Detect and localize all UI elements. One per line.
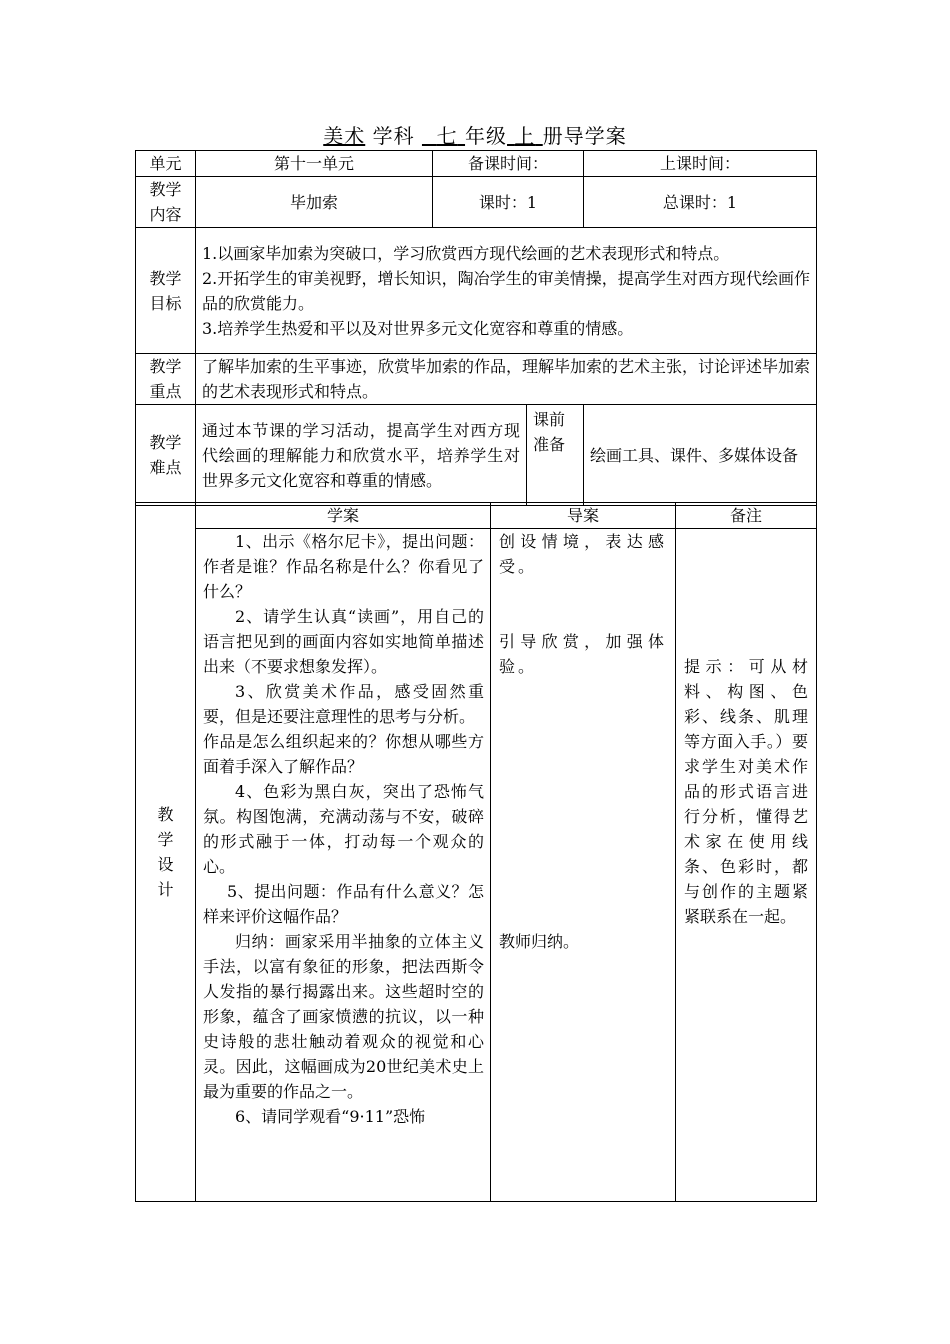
- study-paragraph: 作品是怎么组织起来的？你想从哪些方面着手深入了解作品？: [203, 732, 484, 776]
- goals-list: [196, 228, 817, 354]
- prep-label: 课前准备: [527, 405, 584, 506]
- content-label: 教学内容: [136, 177, 196, 228]
- title-term: 上: [514, 124, 536, 148]
- title-subject: 美术: [323, 124, 366, 148]
- class-time-label: 上课时间：: [584, 151, 817, 177]
- goal-item: 1.以画家毕加索为突破口，学习欣赏西方现代绘画的艺术表现形式和特点。: [202, 243, 730, 263]
- study-paragraph: 3、欣赏美术作品，感受固然重要，但是还要注意理性的思考与分析。: [203, 682, 484, 726]
- goal-item: 2.开拓学生的审美视野，增长知识，陶冶学生的审美情操，提高学生对西方现代绘画作品的欣赏能力。: [202, 268, 811, 313]
- guide-item: 创设情境，表达感受。: [499, 532, 667, 576]
- page-title: [0, 122, 950, 150]
- title-grade-suffix: 年级: [465, 124, 508, 148]
- study-paragraph: 4、色彩为黑白灰，突出了恐怖气氛。构图饱满，充满动荡与不安，破碎的形式融于一体，打动每一个观众的心。: [203, 782, 484, 876]
- title-term-suffix: 册导学案: [542, 124, 627, 148]
- unit-value: 第十一单元: [196, 151, 433, 177]
- study-paragraph: 1、出示《格尔尼卡》，提出问题：作者是谁？作品名称是什么？你看见了什么？: [203, 532, 484, 601]
- header-guide: 导案: [491, 503, 676, 529]
- goals-label: 教学目标: [136, 228, 196, 354]
- design-label: [136, 503, 196, 1202]
- header-study: 学案: [196, 503, 491, 529]
- note-text: 提示：可从材料、构图、色彩、线条、肌理等方面入手。）要求学生对美术作品的形式语言进行分析，懂得艺术家在使用线条、色彩时，都与创作的主题紧紧联系在一起。: [684, 657, 808, 926]
- design-table: [135, 502, 817, 1202]
- period-label: 课时：1: [433, 177, 584, 228]
- prep-text: 绘画工具、课件、多媒体设备: [584, 405, 817, 506]
- goal-item: 3.培养学生热爱和平以及对世界多元文化宽容和尊重的情感。: [202, 318, 634, 338]
- content-value: 毕加索: [196, 177, 433, 228]
- guide-item: 教师归纳。: [499, 932, 580, 951]
- key-points-label: 教学重点: [136, 354, 196, 405]
- unit-label: 单元: [136, 151, 196, 177]
- study-paragraph: 2、请学生认真“读画”，用自己的语言把见到的画面内容如实地简单描述出来（不要求想象发挥）。: [203, 607, 484, 676]
- study-cell: [196, 529, 491, 1202]
- note-cell: [676, 529, 817, 1202]
- title-grade: 七: [436, 124, 458, 148]
- prep-time-label: 备课时间：: [433, 151, 584, 177]
- difficulties-label: 教学难点: [136, 405, 196, 506]
- total-period-label: 总课时：1: [584, 177, 817, 228]
- header-note: 备注: [676, 503, 817, 529]
- key-points-text: 了解毕加索的生平事迹，欣赏毕加索的作品，理解毕加索的艺术主张，讨论评述毕加索的艺术表现形式和特点。: [196, 354, 817, 405]
- guide-cell: [491, 529, 676, 1202]
- study-paragraph: 归纳：画家采用半抽象的立体主义手法，以富有象征的形象，把法西斯令人发指的暴行揭露出来。这些超时空的形象，蕴含了画家愤懑的抗议，以一种史诗般的悲壮触动着观众的视觉和心灵。因此，这幅画成为20世纪美术史上最为重要的作品之一。: [203, 932, 484, 1101]
- study-paragraph: 5、提出问题：作品有什么意义？怎样来评价这幅作品？: [203, 882, 484, 926]
- design-label-text: 教学设计: [157, 805, 174, 899]
- difficulties-text: 通过本节课的学习活动，提高学生对西方现代绘画的理解能力和欣赏水平，培养学生对世界多元文化宽容和尊重的情感。: [196, 405, 527, 506]
- title-subject-suffix: 学科: [372, 124, 415, 148]
- study-paragraph: 6、请同学观看“9·11”恐怖: [235, 1107, 426, 1126]
- guide-item: 引导欣赏，加强体验。: [499, 632, 667, 676]
- lesson-info-table: [135, 150, 817, 506]
